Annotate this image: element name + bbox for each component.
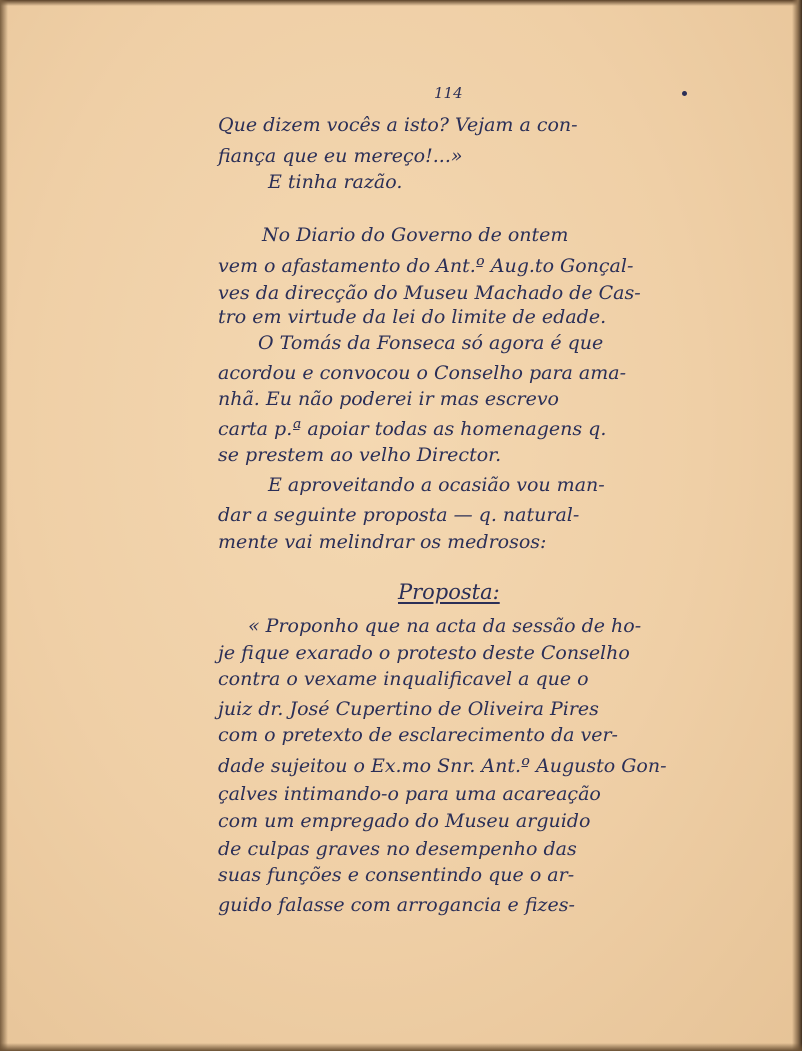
text-line: nhã. Eu não poderei ir mas escrevo (218, 388, 559, 410)
text-line: O Tomás da Fonseca só agora é que (258, 332, 604, 354)
page-edge-bottom (0, 1043, 802, 1051)
text-line: carta p.ª apoiar todas as homenagens q. (218, 418, 607, 440)
text-line: dar a seguinte proposta — q. natural- (218, 504, 580, 526)
text-line: mente vai melindrar os medrosos: (218, 531, 547, 553)
page-edge-left (0, 0, 8, 1051)
text-line: com um empregado do Museu arguido (218, 810, 591, 832)
text-line: dade sujeitou o Ex.mo Snr. Ant.º Augusto Gon- (218, 755, 667, 777)
page-edge-top (0, 0, 802, 6)
text-line: se prestem ao velho Director. (218, 444, 502, 466)
text-line: acordou e convocou o Conselho para ama- (218, 362, 627, 384)
text-line: tro em virtude da lei do limite de edade. (218, 306, 607, 328)
text-line: E tinha razão. (268, 171, 403, 193)
text-line: çalves intimando-o para uma acareação (218, 783, 601, 805)
text-line: ves da direcção do Museu Machado de Cas- (218, 282, 641, 304)
text-line: de culpas graves no desempenho das (218, 838, 577, 860)
text-line: je fique exarado o protesto deste Conselho (218, 642, 630, 664)
text-line: contra o vexame inqualificavel a que o (218, 668, 589, 690)
text-line: suas funções e consentindo que o ar- (218, 864, 575, 886)
text-line: No Diario do Governo de ontem (262, 224, 569, 246)
text-line: vem o afastamento do Ant.º Aug.to Gonçal- (218, 255, 634, 277)
text-line: com o pretexto de esclarecimento da ver- (218, 724, 618, 746)
text-line: E aproveitando a ocasião vou man- (268, 474, 605, 496)
text-line: Que dizem vocês a isto? Vejam a con- (218, 114, 578, 136)
text-line: fiança que eu mereço!...» (218, 145, 463, 167)
page-edge-right (792, 0, 802, 1051)
text-line: guido falasse com arrogancia e fizes- (218, 894, 575, 916)
page-number: 114 (434, 84, 463, 102)
ink-dot (682, 91, 687, 96)
text-line: « Proponho que na acta da sessão de ho- (248, 615, 642, 637)
proposal-heading: Proposta: (398, 580, 500, 604)
text-line: juiz dr. José Cupertino de Oliveira Pires (218, 698, 599, 720)
